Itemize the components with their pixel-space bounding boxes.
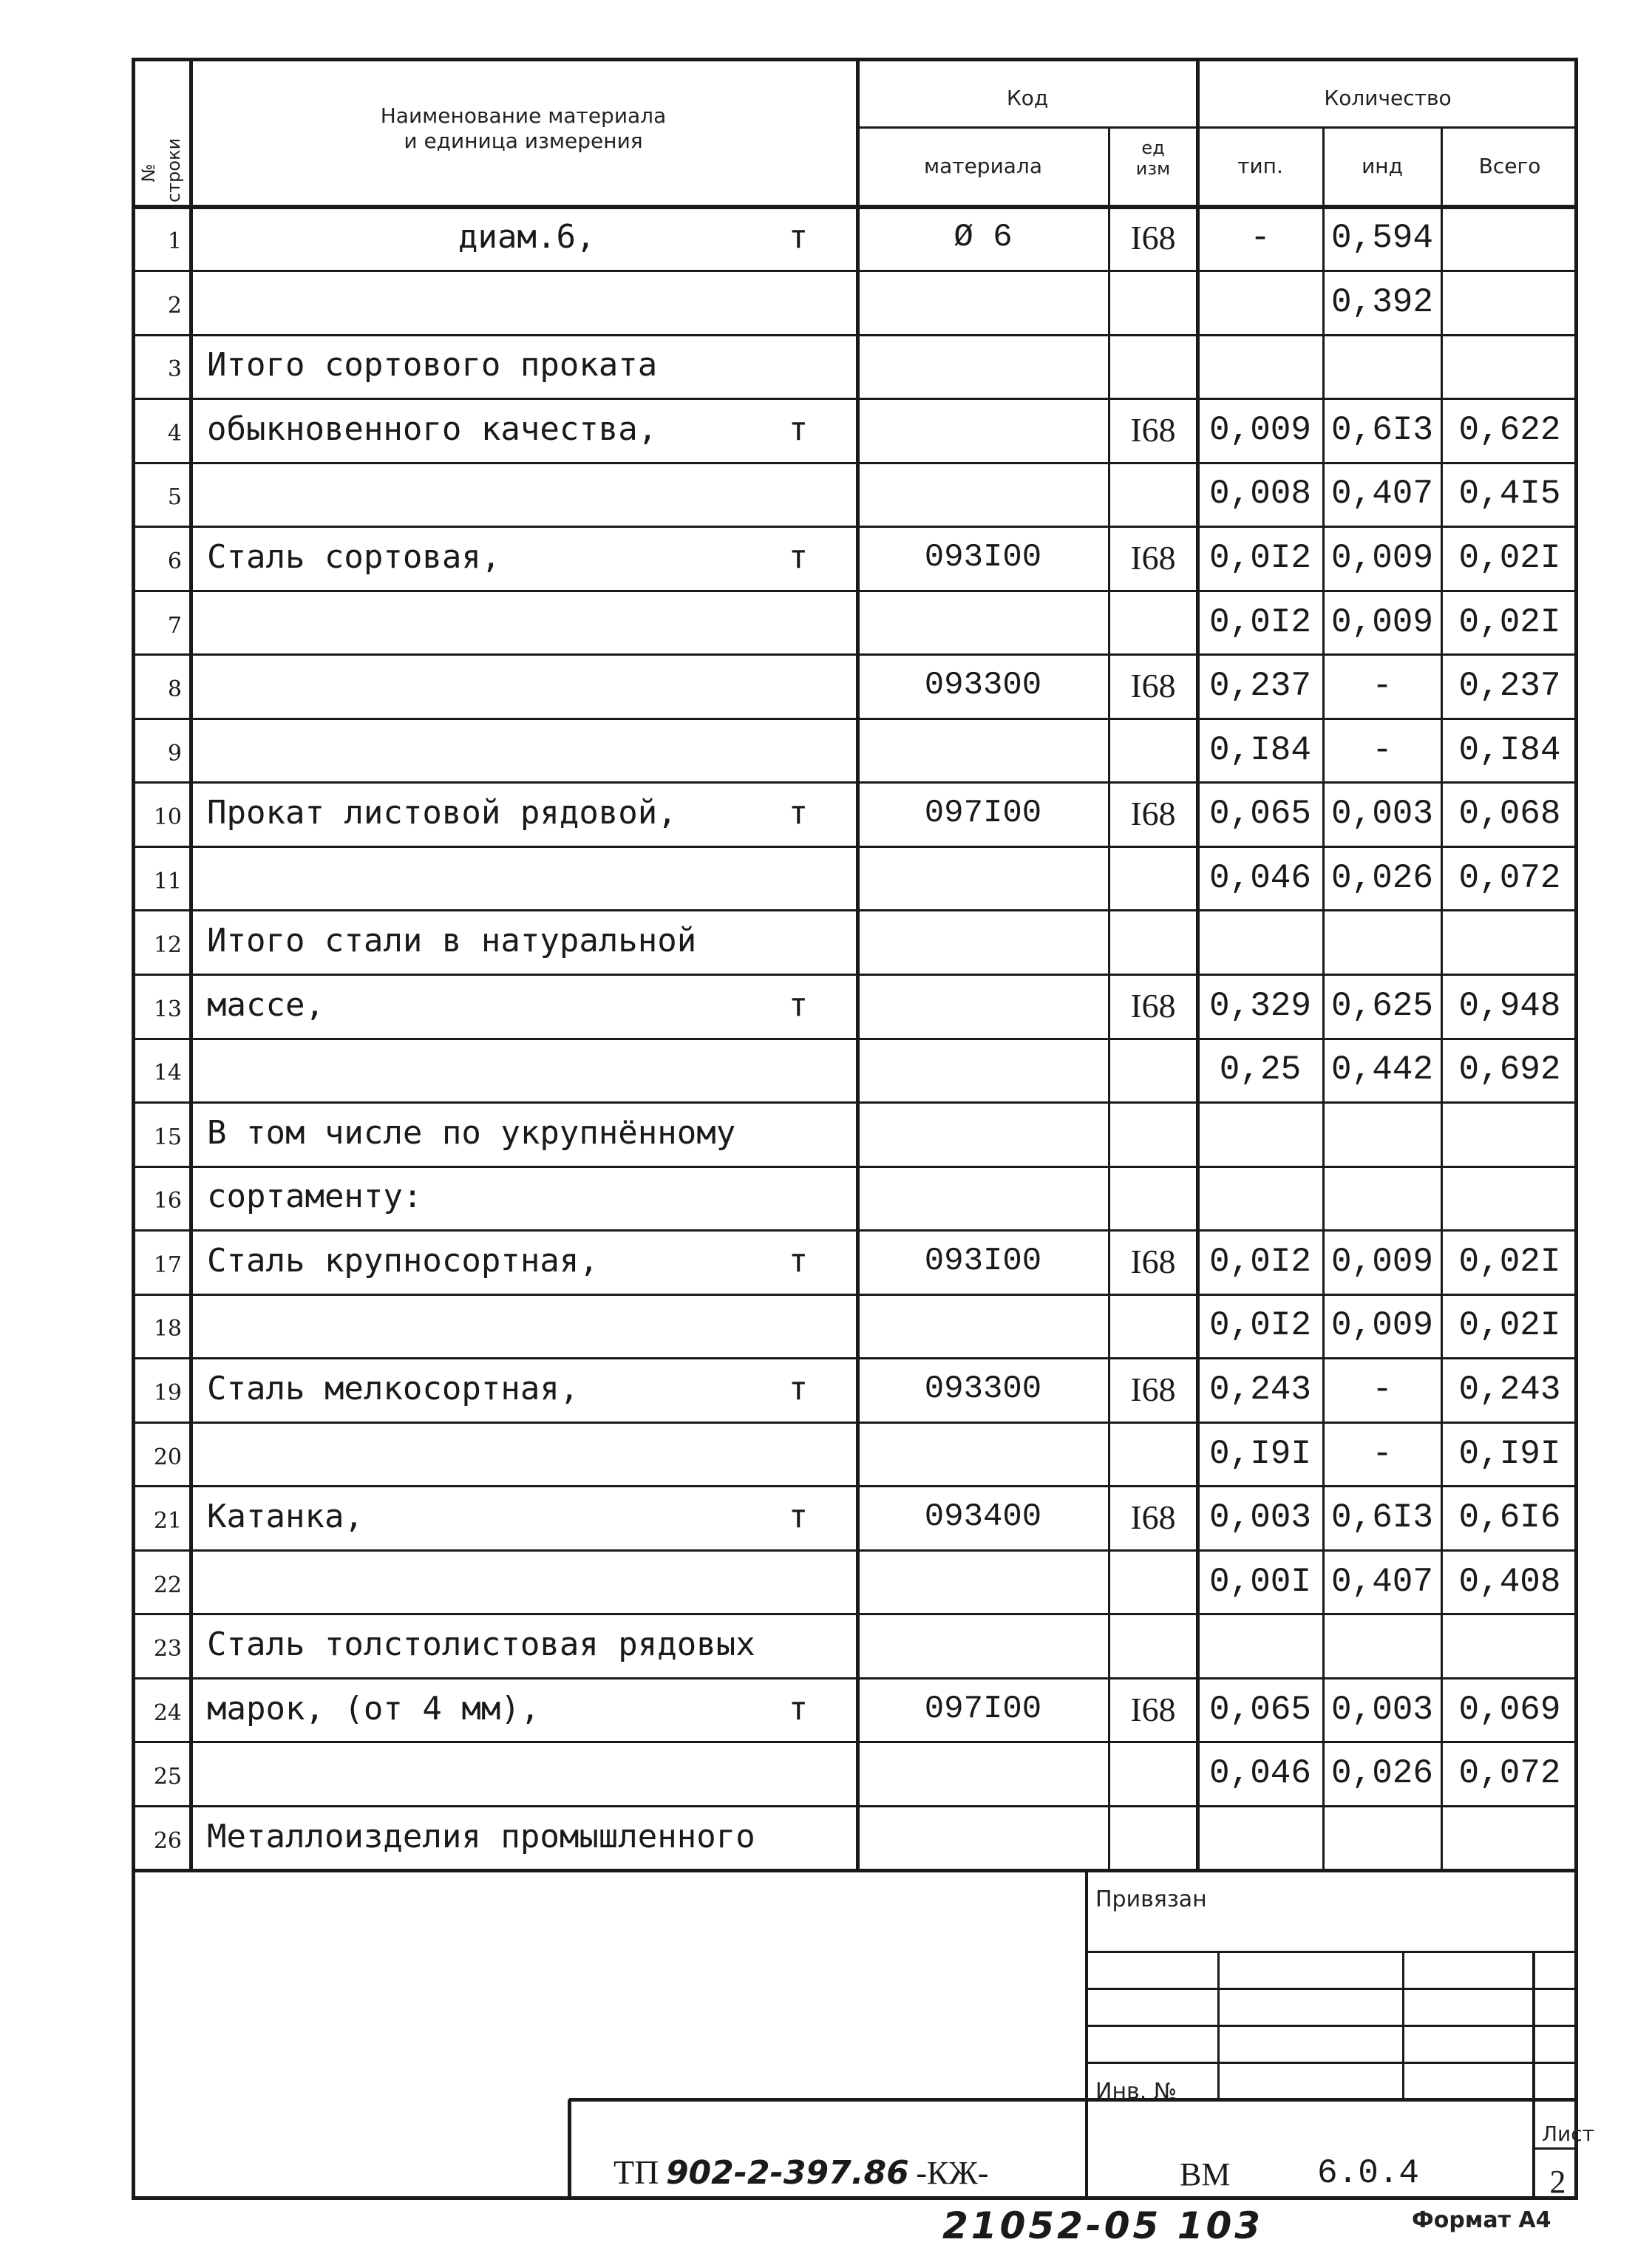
- grid-line: [132, 1677, 1578, 1679]
- grid-line: [132, 590, 1578, 592]
- qty-ind: 0,392: [1330, 282, 1434, 322]
- unit-code: I68: [1130, 986, 1176, 1025]
- material-code: Ø 6: [954, 219, 1013, 257]
- material-name: Прокат листовой рядовой,: [207, 794, 677, 832]
- row-number: 14: [153, 1060, 182, 1087]
- row-number: 7: [167, 612, 182, 639]
- material-name: Сталь толстолистовая рядовых: [207, 1626, 755, 1664]
- unit-code: I68: [1130, 1498, 1176, 1537]
- handwritten-archive-number: 21052-05 103: [942, 2204, 1264, 2247]
- unit-label: т: [788, 1498, 809, 1536]
- quantity-header: Количество: [1324, 86, 1452, 110]
- qty-typ: 0,25: [1219, 1050, 1302, 1090]
- doc-handwritten-number: 902-2-397.86: [665, 2154, 909, 2192]
- qty-typ: 0,046: [1209, 858, 1312, 897]
- grid-line: [856, 58, 860, 1870]
- material-name: Металлоизделия промышленного: [207, 1817, 755, 1855]
- row-number: 5: [167, 484, 182, 511]
- grid-line: [132, 526, 1578, 528]
- qty-total: 0,243: [1458, 1370, 1561, 1409]
- name-header: Наименование материала и единица измерения: [380, 103, 667, 153]
- row-number: 22: [153, 1572, 182, 1598]
- grid-line: [1108, 127, 1110, 1870]
- doc-suffix: -КЖ-: [916, 2155, 989, 2191]
- material-name: Катанка,: [207, 1498, 364, 1536]
- grid-line: [1087, 2025, 1578, 2027]
- qty-ind: 0,026: [1330, 858, 1434, 897]
- typ-header: тип.: [1237, 154, 1283, 178]
- grid-line: [132, 1166, 1578, 1168]
- qty-typ: 0,046: [1209, 1754, 1312, 1793]
- grid-line: [1532, 1952, 1535, 2200]
- grid-line: [132, 334, 1578, 336]
- unit-label: т: [788, 1241, 809, 1280]
- grid-line: [1534, 2147, 1578, 2150]
- row-number: 16: [153, 1188, 182, 1215]
- grid-line: [568, 2099, 571, 2200]
- qty-total: 0,948: [1458, 986, 1561, 1025]
- material-code: 093300: [924, 667, 1042, 704]
- material-name: марок, (от 4 мм),: [207, 1689, 540, 1728]
- qty-ind: 0,009: [1330, 538, 1434, 577]
- material-name: Итого стали в натуральной: [207, 922, 697, 960]
- qty-total: 0,068: [1458, 795, 1561, 834]
- qty-ind: 0,026: [1330, 1754, 1434, 1793]
- grid-line: [1087, 2062, 1578, 2064]
- unit-code: I68: [1130, 667, 1176, 705]
- qty-ind: -: [1372, 667, 1393, 706]
- row-number: 2: [167, 292, 182, 319]
- qty-typ: 0,008: [1209, 475, 1312, 514]
- grid-line: [132, 846, 1578, 848]
- grid-line: [1217, 1952, 1220, 2099]
- grid-line: [132, 1805, 1578, 1807]
- grid-line: [132, 718, 1578, 720]
- qty-total: 0,I84: [1458, 730, 1561, 770]
- grid-line: [132, 1869, 1578, 1872]
- qty-ind: 0,009: [1330, 1242, 1434, 1281]
- unit-code: I68: [1130, 1690, 1176, 1728]
- qty-typ: 0,065: [1209, 1690, 1312, 1729]
- row-number: 13: [153, 996, 182, 1022]
- material-name: Сталь мелкосортная,: [207, 1369, 579, 1407]
- qty-typ: 0,0I2: [1209, 1242, 1312, 1281]
- qty-total: 0,02I: [1458, 538, 1561, 577]
- document-code: [613, 2153, 988, 2197]
- unit-label: т: [788, 1689, 809, 1728]
- grid-line: [1087, 1951, 1578, 1953]
- row-number: 3: [167, 356, 182, 383]
- qty-ind: 0,6I3: [1330, 410, 1434, 449]
- qty-total: 0,237: [1458, 667, 1561, 706]
- qty-typ: 0,0I2: [1209, 602, 1312, 642]
- qty-total: 0,4I5: [1458, 475, 1561, 514]
- unit-label: т: [788, 218, 809, 257]
- row-number: 12: [153, 932, 182, 959]
- material-name: диам.6,: [458, 218, 596, 257]
- unit-code: I68: [1130, 1242, 1176, 1280]
- qty-typ: 0,0I2: [1209, 1306, 1312, 1345]
- qty-typ: 0,I84: [1209, 730, 1312, 770]
- unit-code: I68: [1130, 219, 1176, 257]
- section-number: 6.0.4: [1317, 2154, 1420, 2193]
- row-number: 19: [153, 1379, 182, 1406]
- qty-ind: 0,009: [1330, 1306, 1434, 1345]
- material-name: Сталь крупносортная,: [207, 1241, 599, 1280]
- qty-ind: 0,009: [1330, 602, 1434, 642]
- material-name: сортаменту:: [207, 1178, 423, 1216]
- vm-label: ВМ: [1180, 2156, 1231, 2193]
- qty-total: 0,069: [1458, 1690, 1561, 1729]
- row-number: 10: [153, 804, 182, 831]
- qty-ind: -: [1372, 1370, 1393, 1409]
- code-header: Код: [1006, 86, 1049, 110]
- grid-line: [189, 58, 193, 1870]
- row-number: 21: [153, 1508, 182, 1535]
- qty-total: 0,622: [1458, 410, 1561, 449]
- row-number: 15: [153, 1124, 182, 1150]
- qty-typ: 0,329: [1209, 986, 1312, 1025]
- row-number: 1: [167, 228, 182, 255]
- unit-label: т: [788, 1369, 809, 1407]
- qty-typ: 0,065: [1209, 795, 1312, 834]
- unit-code: I68: [1130, 795, 1176, 833]
- row-number: 20: [153, 1444, 182, 1470]
- qty-typ: 0,00I: [1209, 1562, 1312, 1601]
- ind-header: инд: [1362, 154, 1403, 178]
- grid-line: [1087, 1988, 1578, 1990]
- row-number: 24: [153, 1699, 182, 1726]
- row-number: 6: [167, 548, 182, 574]
- grid-line: [132, 1741, 1578, 1743]
- unit-label: т: [788, 985, 809, 1024]
- qty-typ: -: [1250, 219, 1271, 258]
- unit-code: I68: [1130, 410, 1176, 449]
- qty-total: 0,072: [1458, 858, 1561, 897]
- grid-line: [132, 653, 1578, 656]
- grid-line: [1402, 1952, 1404, 2099]
- row-number: 11: [153, 868, 182, 894]
- grid-line: [132, 462, 1578, 464]
- format-label: Формат А4: [1412, 2207, 1551, 2233]
- row-number: 26: [153, 1827, 182, 1854]
- grid-line: [132, 1101, 1578, 1104]
- qty-ind: 0,625: [1330, 986, 1434, 1025]
- row-number: 23: [153, 1636, 182, 1662]
- qty-typ: 0,237: [1209, 667, 1312, 706]
- doc-prefix: ТП: [613, 2153, 659, 2191]
- qty-total: 0,I9I: [1458, 1434, 1561, 1473]
- grid-line: [132, 781, 1578, 784]
- unit-code: I68: [1130, 1370, 1176, 1408]
- qty-total: 0,072: [1458, 1754, 1561, 1793]
- qty-typ: 0,I9I: [1209, 1434, 1312, 1473]
- material-code: 097I00: [924, 1690, 1042, 1728]
- grid-line: [132, 1357, 1578, 1359]
- qty-ind: 0,594: [1330, 219, 1434, 258]
- material-code: 093300: [924, 1370, 1042, 1407]
- unit-label: т: [788, 537, 809, 576]
- row-number-header: № строки: [138, 137, 184, 203]
- grid-line: [132, 270, 1578, 272]
- grid-line: [132, 974, 1578, 976]
- qty-ind: -: [1372, 730, 1393, 770]
- material-name: Сталь сортовая,: [207, 537, 501, 576]
- qty-total: 0,408: [1458, 1562, 1561, 1601]
- material-name: Итого сортового проката: [207, 346, 658, 384]
- row-number: 8: [167, 676, 182, 703]
- qty-ind: 0,003: [1330, 795, 1434, 834]
- grid-line: [132, 205, 1578, 209]
- material-code: 093I00: [924, 1242, 1042, 1280]
- inv-no-label: Инв. №: [1095, 2079, 1177, 2105]
- qty-ind: 0,6I3: [1330, 1498, 1434, 1538]
- qty-typ: 0,009: [1209, 410, 1312, 449]
- grid-line: [132, 909, 1578, 911]
- qty-total: 0,02I: [1458, 602, 1561, 642]
- row-number: 9: [167, 740, 182, 767]
- grid-line: [1085, 1870, 1088, 2200]
- row-number: 4: [167, 420, 182, 446]
- qty-ind: -: [1372, 1434, 1393, 1473]
- qty-total: 0,6I6: [1458, 1498, 1561, 1538]
- qty-ind: 0,003: [1330, 1690, 1434, 1729]
- material-code: 097I00: [924, 795, 1042, 832]
- sheet-label: Лист: [1542, 2122, 1594, 2146]
- grid-line: [132, 398, 1578, 400]
- material-code: 093400: [924, 1498, 1042, 1536]
- grid-line: [132, 1613, 1578, 1615]
- qty-total: 0,02I: [1458, 1242, 1561, 1281]
- grid-line: [132, 1229, 1578, 1232]
- grid-line: [857, 126, 1578, 129]
- qty-total: 0,02I: [1458, 1306, 1561, 1345]
- grid-line: [132, 1038, 1578, 1040]
- material-code-header: материала: [923, 154, 1042, 178]
- row-number: 17: [153, 1251, 182, 1278]
- qty-ind: 0,442: [1330, 1050, 1434, 1090]
- qty-typ: 0,243: [1209, 1370, 1312, 1409]
- qty-typ: 0,0I2: [1209, 538, 1312, 577]
- qty-total: 0,692: [1458, 1050, 1561, 1090]
- grid-line: [132, 1294, 1578, 1296]
- material-code: 093I00: [924, 538, 1042, 576]
- material-name: массе,: [207, 985, 324, 1024]
- grid-line: [132, 1549, 1578, 1552]
- total-header: Всего: [1478, 154, 1541, 178]
- unit-code: I68: [1130, 538, 1176, 577]
- qty-ind: 0,407: [1330, 475, 1434, 514]
- row-number: 25: [153, 1764, 182, 1790]
- unit-label: т: [788, 410, 809, 448]
- qty-typ: 0,003: [1209, 1498, 1312, 1538]
- unit-label: т: [788, 794, 809, 832]
- sheet-number: 2: [1549, 2164, 1566, 2200]
- privyazan-label: Привязан: [1095, 1886, 1207, 1912]
- row-number: 18: [153, 1316, 182, 1342]
- material-name: В том числе по укрупнённому: [207, 1113, 736, 1152]
- qty-ind: 0,407: [1330, 1562, 1434, 1601]
- grid-line: [132, 1485, 1578, 1487]
- unit-header: ед изм: [1135, 137, 1171, 179]
- grid-line: [132, 1422, 1578, 1424]
- material-name: обыкновенного качества,: [207, 410, 658, 448]
- grid-line: [569, 2098, 1578, 2102]
